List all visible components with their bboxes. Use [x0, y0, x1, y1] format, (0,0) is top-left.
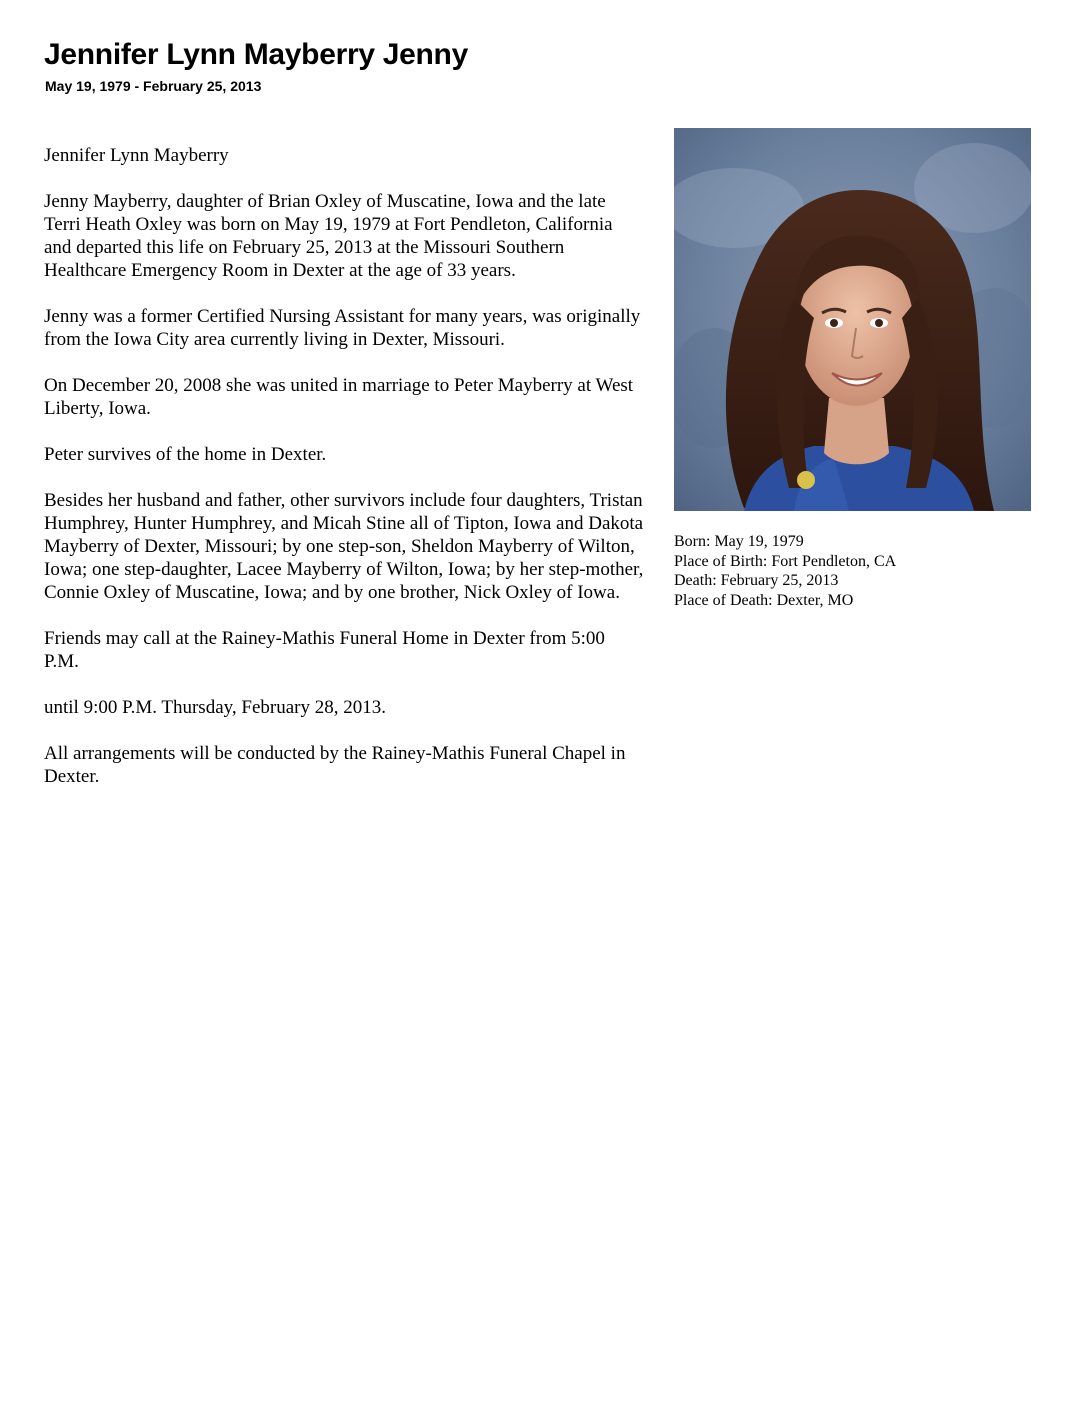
obituary-text — [44, 144, 644, 811]
obituary-paragraph: Jennifer Lynn Mayberry — [44, 145, 229, 166]
obituary-paragraph: Jenny was a former Certified Nursing Assistant for many years, was originally from the Iowa City area currently living in Dexter, Missouri. — [44, 306, 641, 350]
obituary-paragraph: Friends may call at the Rainey-Mathis Funeral Home in Dexter from 5:00 P.M. — [44, 628, 605, 672]
page-title: Jennifer Lynn Mayberry Jenny — [44, 38, 468, 71]
place-of-birth-fact: Place of Birth: Fort Pendleton, CA — [674, 552, 897, 570]
obituary-paragraph: until 9:00 P.M. Thursday, February 28, 2013. — [44, 697, 386, 718]
portrait-photo — [674, 128, 1031, 511]
place-of-death-fact: Place of Death: Dexter, MO — [674, 591, 854, 609]
obituary-paragraph: All arrangements will be conducted by the Rainey-Mathis Funeral Chapel in Dexter. — [44, 743, 626, 787]
life-dates: May 19, 1979 - February 25, 2013 — [45, 78, 262, 94]
obituary-paragraph: Peter survives of the home in Dexter. — [44, 444, 327, 465]
obituary-paragraph: Jenny Mayberry, daughter of Brian Oxley of Muscatine, Iowa and the late Terri Heath Oxley was born on May 19, 1979 at Fort Pendleton, California and departed this life on February 25, 2013 at the Missouri Southern Healthcare Emergency Room in Dexter at the age of 33 years. — [44, 191, 613, 281]
vital-facts — [674, 532, 1054, 610]
obituary-paragraph: On December 20, 2008 she was united in marriage to Peter Mayberry at West Liberty, Iowa. — [44, 375, 634, 419]
obituary-paragraph: Besides her husband and father, other survivors include four daughters, Tristan Humphrey, Hunter Humphrey, and Micah Stine all of Tipton, Iowa and Dakota Mayberry of Dexter, Missouri; by one step-son, Sheldon Mayberry of Wilton, Iowa; one step-daughter, Lacee Mayberry of Wilton, Iowa; by her step-mother, Connie Oxley of Muscatine, Iowa; and by one brother, Nick Oxley of Iowa. — [44, 490, 644, 603]
death-fact: Death: February 25, 2013 — [674, 572, 839, 589]
born-fact: Born: May 19, 1979 — [674, 533, 804, 550]
